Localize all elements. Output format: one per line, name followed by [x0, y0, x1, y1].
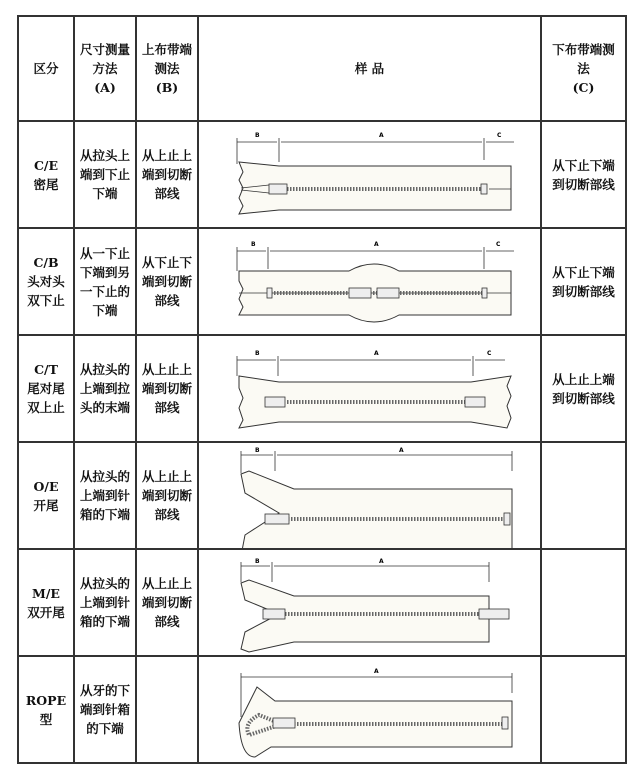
- svg-text:B: B: [255, 350, 260, 357]
- row-method-a: 从拉头的 上端到针 箱的下端: [74, 549, 136, 656]
- double-tail-zipper-diagram: [199, 336, 540, 441]
- row-method-b: 从上止上 端到切断 部线: [136, 442, 198, 549]
- table-row: [18, 442, 626, 549]
- row-type: C/T 尾对尾 双上止: [18, 335, 74, 442]
- svg-text:A: A: [374, 350, 379, 357]
- svg-text:A: A: [379, 558, 384, 565]
- header-method-c: 下布带端测 法 (C): [541, 16, 626, 121]
- svg-text:B: B: [255, 447, 260, 454]
- svg-text:B: B: [255, 558, 260, 565]
- header-method-a: 尺寸测量 方法 (A): [74, 16, 136, 121]
- row-method-b: 从上止上 端到切断 部线: [136, 121, 198, 228]
- row-method-b: 从上止上 端到切断 部线: [136, 335, 198, 442]
- table-row: [18, 335, 626, 442]
- two-way-open-end-zipper-diagram: [199, 550, 540, 655]
- row-method-a: 从拉头上 端到下止 下端: [74, 121, 136, 228]
- double-head-zipper-diagram: [199, 229, 540, 334]
- svg-text:A: A: [379, 132, 384, 139]
- zipper-measurement-table: [17, 15, 627, 764]
- header-type: 区分: [18, 16, 74, 121]
- row-method-a: 从一下止 下端到另 一下止的 下端: [74, 228, 136, 335]
- row-method-c: 从上止上端 到切断部线: [541, 335, 626, 442]
- row-method-b: 从下止下 端到切断 部线: [136, 228, 198, 335]
- svg-text:C: C: [497, 132, 502, 139]
- row-method-a: 从拉头的 上端到针 箱的下端: [74, 442, 136, 549]
- row-method-c: 从下止下端 到切断部线: [541, 121, 626, 228]
- svg-text:C: C: [487, 350, 492, 357]
- row-type: C/B 头对头 双下止: [18, 228, 74, 335]
- header-sample: 样 品: [198, 16, 541, 121]
- table-row: [18, 121, 626, 228]
- row-method-b: [136, 656, 198, 763]
- open-end-zipper-diagram: [199, 443, 540, 548]
- row-method-a: 从牙的下 端到针箱 的下端: [74, 656, 136, 763]
- svg-text:A: A: [399, 447, 404, 454]
- row-method-c: [541, 549, 626, 656]
- row-method-a: 从拉头的 上端到拉 头的末端: [74, 335, 136, 442]
- table-row: [18, 656, 626, 763]
- header-row: [18, 16, 626, 121]
- svg-text:C: C: [496, 241, 501, 248]
- row-type: O/E 开尾: [18, 442, 74, 549]
- row-method-b: 从上止上 端到切断 部线: [136, 549, 198, 656]
- svg-text:B: B: [251, 241, 256, 248]
- svg-text:B: B: [255, 132, 260, 139]
- row-type: M/E 双开尾: [18, 549, 74, 656]
- row-method-c: [541, 656, 626, 763]
- table-row: [18, 228, 626, 335]
- header-method-b: 上布带端 测法 (B): [136, 16, 198, 121]
- closed-end-zipper-diagram: [199, 122, 540, 227]
- svg-text:A: A: [374, 241, 379, 248]
- rope-zipper-diagram: [199, 657, 540, 762]
- svg-text:A: A: [374, 668, 379, 675]
- table-row: [18, 549, 626, 656]
- row-type: ROPE 型: [18, 656, 74, 763]
- row-type: C/E 密尾: [18, 121, 74, 228]
- row-method-c: [541, 442, 626, 549]
- row-method-c: 从下止下端 到切断部线: [541, 228, 626, 335]
